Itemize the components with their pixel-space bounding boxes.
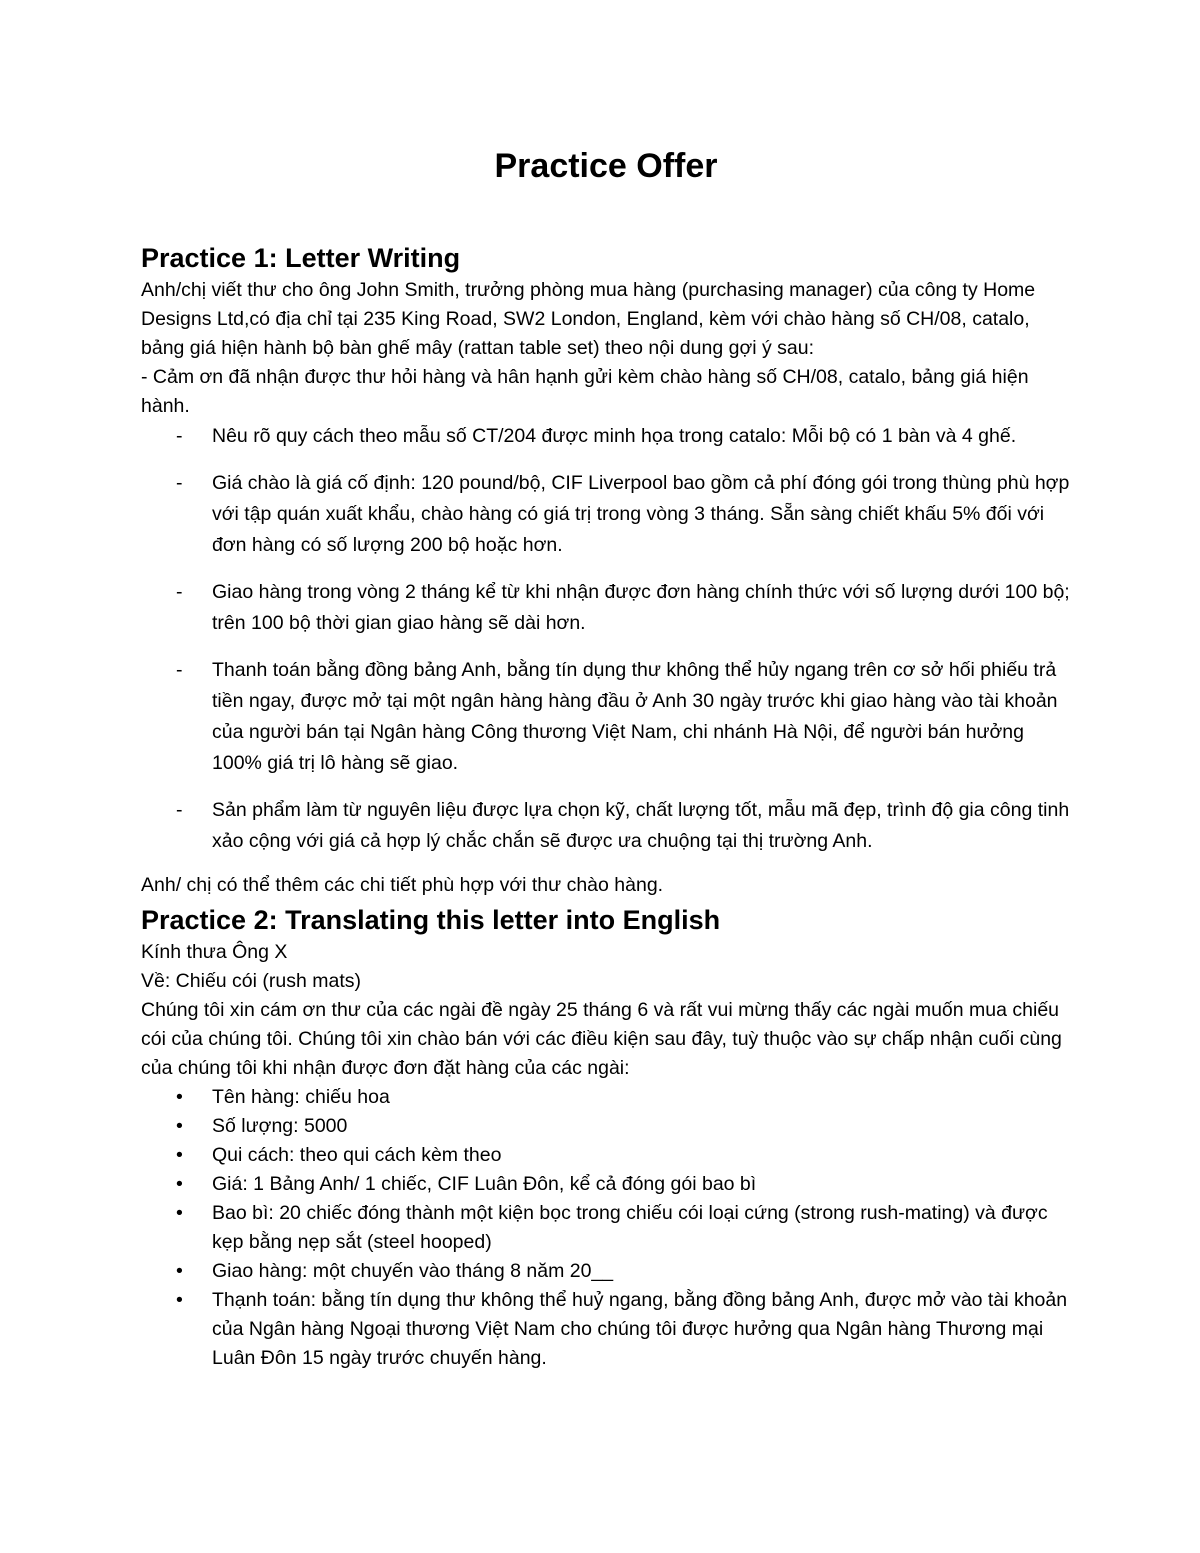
practice-2-terms xyxy=(141,1083,1071,1373)
practice-1-thanks-line: - Cảm ơn đã nhận được thư hỏi hàng và hân hạnh gửi kèm chào hàng số CH/08, catalo, bảng giá hiện hành. xyxy=(141,366,1029,417)
dash-marker: - xyxy=(176,581,183,603)
list-item: • Tên hàng: chiếu hoa xyxy=(212,1083,1071,1112)
page-title: Practice Offer xyxy=(494,147,718,185)
practice-1-heading: Practice 1: Letter Writing xyxy=(141,243,461,273)
list-item: • Số lượng: 5000 xyxy=(212,1112,1071,1141)
bullet-marker: • xyxy=(176,1086,183,1108)
list-item: - Thanh toán bằng đồng bảng Anh, bằng tín dụng thư không thể hủy ngang trên cơ sở hối phiếu trả tiền ngay, được mở tại một ngân hàng hàng đầu ở Anh 30 ngày trước khi giao hàng vào tài khoản của người bán tại Ngân hàng Công thương Việt Nam, chi nhánh Hà Nội, để người bán hưởng 100% giá trị lô hàng sẽ giao. xyxy=(212,655,1071,779)
list-item: • Giá: 1 Bảng Anh/ 1 chiếc, CIF Luân Đôn, kể cả đóng gói bao bì xyxy=(212,1170,1071,1199)
bullet-marker: • xyxy=(176,1115,183,1137)
practice-2-subject: Về: Chiếu cói (rush mats) xyxy=(141,970,361,992)
practice-1-intro: Anh/chị viết thư cho ông John Smith, trưởng phòng mua hàng (purchasing manager) của công ty Home Designs Ltd,có địa chỉ tại 235 King Road, SW2 London, England, kèm với chào hàng số CH/08, catalo, bảng giá hiện hành bộ bàn ghế mây (rattan table set) theo nội dung gợi ý sau: xyxy=(141,279,1036,359)
bullet-marker: • xyxy=(176,1202,183,1224)
practice-2-heading: Practice 2: Translating this letter into English xyxy=(141,905,721,935)
practice-1-points xyxy=(141,421,1071,857)
dash-marker: - xyxy=(176,799,183,821)
list-item: - Nêu rõ quy cách theo mẫu số CT/204 được minh họa trong catalo: Mỗi bộ có 1 bàn và 4 ghế. xyxy=(212,421,1071,452)
bullet-marker: • xyxy=(176,1260,183,1282)
list-item: • Bao bì: 20 chiếc đóng thành một kiện bọc trong chiếu cói loại cứng (strong rush-mating) và được kẹp bằng nẹp sắt (steel hooped) xyxy=(212,1199,1071,1257)
bullet-marker: • xyxy=(176,1289,183,1311)
list-item: • Thạnh toán: bằng tín dụng thư không thể huỷ ngang, bằng đồng bảng Anh, được mở vào tài khoản của Ngân hàng Ngoại thương Việt Nam cho chúng tôi được hưởng qua Ngân hàng Thương mại Luân Đôn 15 ngày trước chuyến hàng. xyxy=(212,1286,1071,1373)
dash-marker: - xyxy=(176,425,183,447)
dash-marker: - xyxy=(176,659,183,681)
list-item: - Giao hàng trong vòng 2 tháng kể từ khi nhận được đơn hàng chính thức với số lượng dưới 100 bộ; trên 100 bộ thời gian giao hàng sẽ dài hơn. xyxy=(212,577,1071,639)
document-page xyxy=(141,140,1071,1373)
list-item: - Giá chào là giá cố định: 120 pound/bộ, CIF Liverpool bao gồm cả phí đóng gói trong thùng phù hợp với tập quán xuất khẩu, chào hàng có giá trị trong vòng 3 tháng. Sẵn sàng chiết khấu 5% đối với đơn hàng có số lượng 200 bộ hoặc hơn. xyxy=(212,468,1071,561)
practice-1-section xyxy=(141,240,1071,900)
practice-2-section xyxy=(141,902,1071,1373)
dash-marker: - xyxy=(176,472,183,494)
practice-2-salutation: Kính thưa Ông X xyxy=(141,941,288,963)
list-item: • Qui cách: theo qui cách kèm theo xyxy=(212,1141,1071,1170)
practice-2-body: Chúng tôi xin cám ơn thư của các ngài đề ngày 25 tháng 6 và rất vui mừng thấy các ngài muốn mua chiếu cói của chúng tôi. Chúng tôi xin chào bán với các điều kiện sau đây, tuỳ thuộc vào sự chấp nhận cuối cùng của chúng tôi khi nhận được đơn đặt hàng của các ngài: xyxy=(141,999,1062,1079)
bullet-marker: • xyxy=(176,1173,183,1195)
list-item: • Giao hàng: một chuyến vào tháng 8 năm 20__ xyxy=(212,1257,1071,1286)
practice-1-closing: Anh/ chị có thể thêm các chi tiết phù hợp với thư chào hàng. xyxy=(141,874,664,896)
list-item: - Sản phẩm làm từ nguyên liệu được lựa chọn kỹ, chất lượng tốt, mẫu mã đẹp, trình độ gia công tinh xảo cộng với giá cả hợp lý chắc chắn sẽ được ưa chuộng tại thị trường Anh. xyxy=(212,795,1071,857)
bullet-marker: • xyxy=(176,1144,183,1166)
